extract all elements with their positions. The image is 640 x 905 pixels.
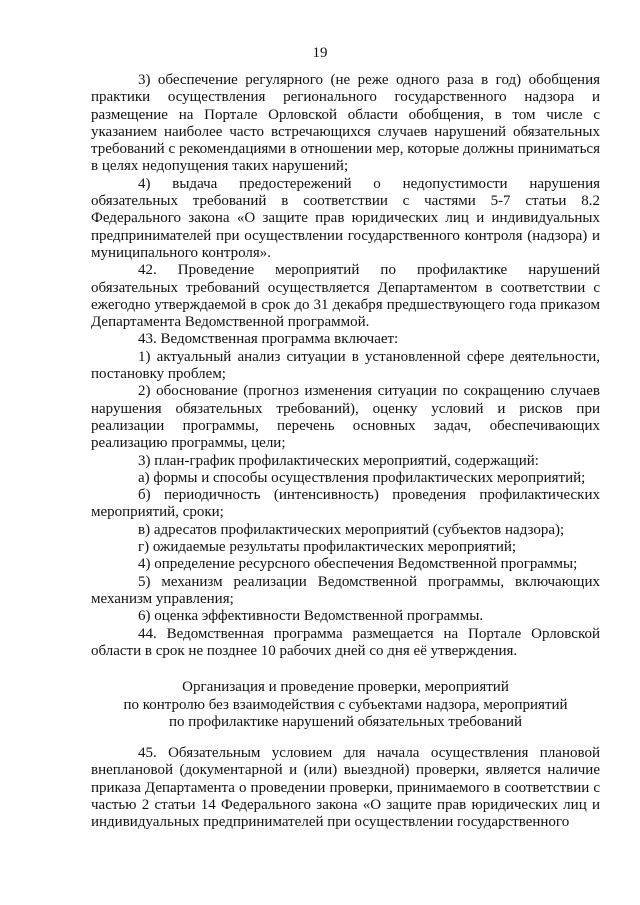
final-section: [91, 745, 600, 831]
section-heading-line-3: по профилактике нарушений обязательных требований: [168, 714, 523, 730]
list-item-4: 4) определение ресурсного обеспечения Ведомственной программы;: [138, 556, 578, 573]
list-item-3v: в) адресатов профилактических мероприятий (субъектов надзора);: [138, 521, 565, 538]
page-number: 19: [312, 45, 328, 61]
paragraph-45: 45. Обязательным условием для начала осуществления плановой внеплановой (документарной и (или) выездной) проверки, является наличие приказа Департамента о проведении проверки, принимаемого в соответствии с частью 2 статьи 14 Федерального закона «О защите прав юридических лиц и индивидуальных предпринимателей при осуществлении государственного: [91, 745, 600, 831]
paragraph-43: 43. Ведомственная программа включает:: [138, 331, 399, 348]
paragraph-3-obobshchenie: 3) обеспечение регулярного (не реже одного раза в год) обобщения практики осуществления регионального государственного надзора и размещение на Портале Орловской области обобщения, в том числе с указанием наиболее часто встречающихся случаев нарушений обязательных требований с рекомендациями в отношении мер, которые должны приниматься в целях недопущения таких нарушений;: [91, 72, 600, 175]
section-heading-line-1: Организация и проведение проверки, мероприятий: [182, 679, 509, 695]
paragraph-4-predosterezheniya: 4) выдача предостережений о недопустимости нарушения обязательных требований в соответствии с частями 5-7 статьи 8.2 Федерального закона «О защите прав юридических лиц и индивидуальных предпринимателей при осуществлении государственного контроля (надзора) и муниципального контроля».: [91, 175, 600, 261]
list-item-2: 2) обоснование (прогноз изменения ситуации по сокращению случаев нарушения обязательных требований), оценку условий и рисков при реализации программы, перечень основных задач, обеспечивающих реализацию программы, цели;: [91, 383, 600, 452]
section-heading: [91, 679, 600, 732]
list-item-1: 1) актуальный анализ ситуации в установленной сфере деятельности, постановку проблем;: [91, 348, 600, 383]
body-text: [91, 72, 600, 660]
list-item-3: 3) план-график профилактических мероприятий, содержащий:: [138, 452, 539, 469]
list-item-5: 5) механизм реализации Ведомственной программы, включающих механизм управления;: [91, 573, 600, 607]
paragraph-44: 44. Ведомственная программа размещается на Портале Орловской области в срок не позднее 10 рабочих дней со дня её утверждения.: [91, 625, 600, 659]
list-item-3a: а) формы и способы осуществления профилактических мероприятий;: [138, 469, 586, 486]
list-item-6: 6) оценка эффективности Ведомственной программы.: [138, 608, 484, 625]
list-item-3b: б) периодичность (интенсивность) проведения профилактических мероприятий, сроки;: [91, 487, 600, 521]
section-heading-line-2: по контролю без взаимодействия с субъектами надзора, мероприятий: [123, 696, 568, 713]
list-item-3g: г) ожидаемые результаты профилактических мероприятий;: [138, 539, 517, 556]
paragraph-42: 42. Проведение мероприятий по профилактике нарушений обязательных требований осуществляется Департаментом в соответствии с ежегодно утверждаемой в срок до 31 декабря предшествующего года приказом Департамента Ведомственной программой.: [91, 262, 600, 331]
